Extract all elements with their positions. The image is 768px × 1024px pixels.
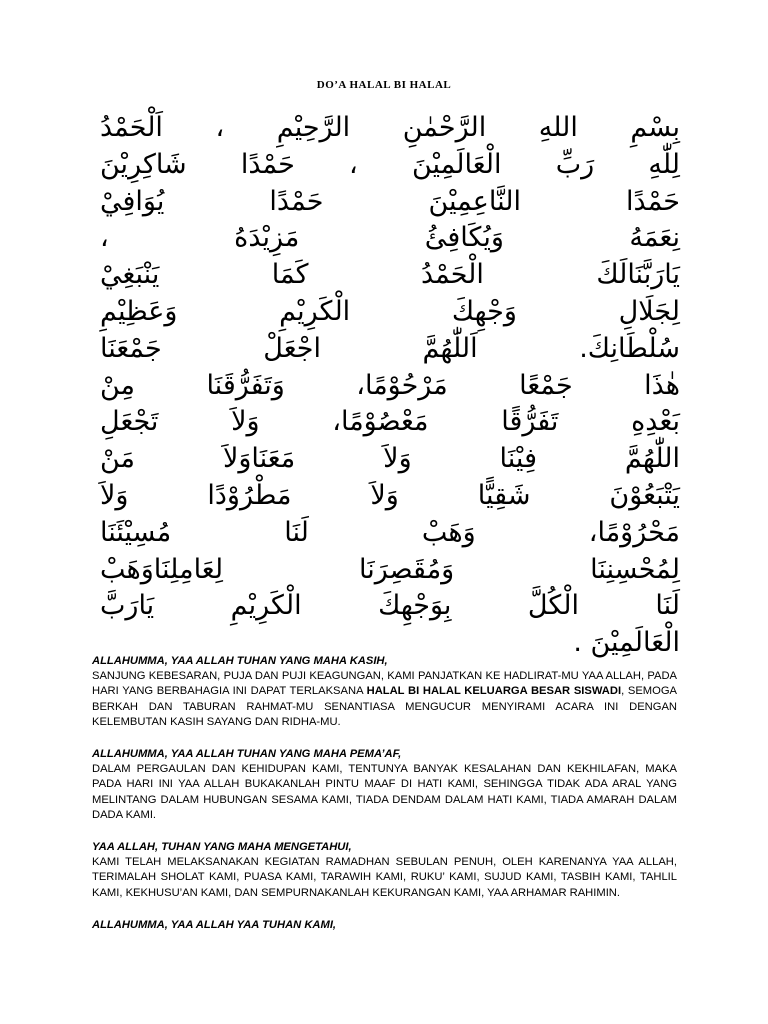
arabic-line: لَنَا الْكُلَّ بِوَجْهِكَ الْكَرِيْمِ يَارَبَّ — [100, 590, 680, 622]
paragraph-text — [92, 669, 677, 730]
prayer-paragraph — [92, 747, 677, 823]
arabic-line: لِلّٰهِ رَبِّ الْعَالَمِيْنَ ، حَمْدًا شَاكِرِيْنَ — [100, 148, 680, 180]
arabic-line: نِعَمَهُ وَيُكَافِئُ مَزِيْدَهُ ، — [100, 222, 680, 254]
arabic-line: بَعْدِهِ تَفَرُّقًا مَعْصُوْمًا، وَلاَ تَجْعَلِ — [100, 406, 680, 438]
arabic-prayer-text — [100, 110, 680, 662]
paragraph-text: DALAM PERGAULAN DAN KEHIDUPAN KAMI, TENTUNYA BANYAK KESALAHAN DAN KEKHILAFAN, MAKA PADA HARI INI YAA ALLAH BUKAKANLAH PINTU MAAF DI HATI KAMI, SEHINGGA TIDAK ADA ARAL YANG MELINTANG DALAM HUBUNGAN SESAMA KAMI, TIADA DENDAM DALAM HATI KAMI, TIADA AMARAH DALAM DADA KAMI. — [92, 763, 677, 821]
paragraph-text-part: SANJUNG KEBESARAN, PUJA DAN PUJI KEAGUNGAN, KAMI PANJATKAN KE HADLIRAT-MU YAA ALLAH, PADA HARI YANG BERBAHAGIA INI DAPAT TERLAKSANA — [92, 670, 677, 698]
arabic-line: سُلْطَانِكَ. اَللّٰهُمَّ اجْعَلْ جَمْعَنَا — [100, 332, 680, 364]
arabic-line: هٰذَا جَمْعًا مَرْحُوْمًا، وَتَفَرُّقَنَا مِنْ — [100, 369, 680, 401]
arabic-line: مَحْرُوْمًا، وَهَبْ لَنَا مُسِيْئَنَا — [100, 516, 680, 548]
prayer-paragraph — [92, 840, 677, 901]
arabic-line: لِمُحْسِنِنَا وَمُقَصِرَنَا لِعَامِلِنَاوَهَبْ — [100, 553, 680, 585]
prayer-paragraph — [92, 918, 677, 933]
arabic-line: لِجَلَالِ وَجْهِكَ الْكَرِيْمِ وَعَظِيْمِ — [100, 295, 680, 327]
paragraph-text: KAMI TELAH MELAKSANAKAN KEGIATAN RAMADHAN SEBULAN PENUH, OLEH KARENANYA YAA ALLAH, TERIMALAH SHOLAT KAMI, PUASA KAMI, TARAWIH KAMI, RUKU’ KAMI, SUJUD KAMI, TASBIH KAMI, TAHLIL KAMI, KEKHUSU’AN KAMI, DAN SEMPURNAKANLAH KEKURANGAN KAMI, YAA ARHAMAR RAHIMIN. — [92, 856, 677, 899]
event-name-emphasis: HALAL BI HALAL KELUARGA BESAR SISWADI — [366, 685, 622, 698]
paragraph-heading: ALLAHUMMA, YAA ALLAH TUHAN YANG MAHA PEMA’AF, — [92, 748, 402, 761]
arabic-line: يَتْبَعُوْنَ شَقِيًّا وَلاَ مَطْرُوْدًا وَلاَ — [100, 479, 680, 511]
prayer-paragraph — [92, 654, 677, 730]
arabic-line: اللّٰهُمَّ فِيْنَا وَلاَ مَعَنَاوَلاَ مَنْ — [100, 443, 680, 475]
paragraph-text-part: , SEMOGA BERKAH DAN TABURAN RAHMAT-MU SENANTIASA MENGUCUR MENYIRAMI ACARA INI DENGAN KELEMBUTAN KASIH SAYANG DAN RIDHA-MU. — [92, 685, 677, 728]
arabic-line: الْعَالَمِيْنَ . — [573, 627, 680, 659]
arabic-line: حَمْدًا النَّاعِمِيْنَ حَمْدًا يُوَافِيْ — [100, 185, 680, 217]
arabic-line: بِسْمِ اللهِ الرَّحْمٰنِ الرَّحِيْمِ ، اَلْحَمْدُ — [100, 112, 680, 143]
indonesian-prayer-text — [92, 654, 677, 950]
document-title: DO’A HALAL BI HALAL — [316, 79, 452, 91]
arabic-line: يَارَبَّنَالَكَ الْحَمْدُ كَمَا يَنْبَغِيْ — [100, 259, 680, 291]
paragraph-heading: ALLAHUMMA, YAA ALLAH YAA TUHAN KAMI, — [92, 918, 337, 931]
paragraph-heading: YAA ALLAH, TUHAN YANG MAHA MENGETAHUI, — [92, 841, 352, 854]
paragraph-heading: ALLAHUMMA, YAA ALLAH TUHAN YANG MAHA KASIH, — [92, 655, 388, 667]
